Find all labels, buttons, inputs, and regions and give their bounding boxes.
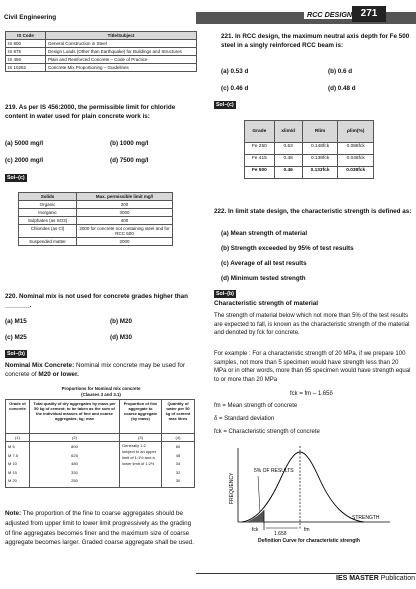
table-row: Fe 415 0.48 0.138fck 0.048fck [245, 155, 374, 167]
solution-badge: Sol–(c) [7, 175, 25, 181]
table-row: M 5 M 7.5 M 10 M 15 M 20 800 625 480 330 250 Generally 1:2 subject to an upper limit of 1:1½ and a lower limit of 1:2½ 60 45 34 32 30 [6, 442, 195, 488]
footer-rule [196, 573, 416, 574]
table-row: Suspended matter 2000 [19, 238, 173, 246]
solids-table [18, 192, 173, 246]
results-note: 5% OF RESULTS [254, 468, 294, 474]
option-a: (a) Mean strength of material [221, 230, 308, 237]
option-c: (c) 0.46 d [221, 85, 249, 92]
table-row: Fe 250 0.53 0.148fck 0.088fck [245, 143, 374, 155]
question-221: 221. In RCC design, the maximum neutral axis depth for Fe 500 steel in a singly reinforced RCC beam is: [221, 33, 410, 49]
table-row: Sulphates (as SO3) 400 [19, 217, 173, 225]
normal-curve [242, 452, 364, 522]
curve-caption: Definition Curve for characteristic strength [258, 538, 360, 544]
solution-badge: Sol–(b) [7, 351, 25, 357]
mix-table-subcaption: (Clauses 3 and 3.1) [81, 392, 121, 397]
results-pointer [258, 476, 260, 512]
section-heading: Characteristic strength of material [214, 300, 319, 307]
note-paragraph: Note: The proportion of the fine to coarse aggregates should be adjusted from upper limit to lower limit progressively as the grading of fine aggregates becomes finer and the maximum size of coarse aggregate becomes larger. Graded coarse aggregate shall be used. [5, 510, 195, 547]
mix-table-caption: Proportions for Nominal mix concrete [61, 386, 141, 391]
table-row: Inorganic 3000 [19, 209, 173, 217]
option-c: (c) Average of all test results [221, 260, 307, 267]
page-number: 271 [352, 6, 386, 22]
characteristic-strength-curve [224, 440, 394, 536]
fck-label: fck [252, 527, 259, 533]
table-row: IS 875 Design Loads (Other than Earthquake) for Buildings and Structures [6, 48, 197, 56]
example-paragraph: For example : For a characteristic strength of 20 MPa, if we prepare 100 samples, not more than 5 specimen would have strength less than 20 MPa or in other words, more than 95 specimen would have strength equal to or more than 20 MPa [214, 351, 411, 383]
option-c: (c) 2000 mg/l [5, 157, 44, 164]
question-219: 219. As per IS 456:2000, the permissible limit for chloride content in water used for plain concrete work is: [5, 104, 176, 120]
table-header: Solids [19, 193, 77, 201]
x-axis-label: STRENGTH [352, 515, 380, 521]
option-d: (d) 0.48 d [328, 85, 356, 92]
option-b: (b) M20 [110, 318, 133, 325]
delta-label: 1.65δ [274, 531, 287, 536]
fm-label: fm [304, 527, 310, 533]
option-d: (d) Minimum tested strength [221, 275, 306, 282]
running-header-chapter: RCC DESIGN [304, 10, 355, 19]
publisher-footer: IES MASTER Publication [336, 575, 415, 582]
table-row: Organic 200 [19, 201, 173, 209]
grade-table: Grade xlim/d Rlim ρlim(%) Fe 250 0.53 0.148fck 0.088fck Fe 415 0.48 0.138fck 0.048fck Fe 500 0.46 0.133fck 0.038fck [244, 120, 374, 179]
definition-delta: δ = Standard deviation [214, 416, 275, 422]
question-220: 220. Nominal mix is not used for concrete grades higher than _______. [5, 293, 189, 309]
solution-badge: Sol–(b) [216, 291, 234, 297]
table-header: Title/Subject [46, 32, 197, 40]
table-row: IS 10262 Concrete Mix Proportioning – Guidelines [6, 64, 197, 72]
is-code-table [5, 31, 197, 72]
option-a: (a) 5000 mg/l [5, 140, 44, 147]
table-row: Fe 500 0.46 0.133fck 0.038fck [245, 167, 374, 179]
table-row: IS 800 General Construction in Steel [6, 40, 197, 48]
option-c: (c) M25 [5, 334, 27, 341]
definition-fm: fm = Mean strength of concrete [214, 403, 298, 409]
mix-table: Grade of concrete Total quality of dry aggregates by mass per 50 kg of cement; to be taken as the sum of the individual masses of fine and coarse aggregates; kg; max Proportion of fine aggregate to coarse aggregate (by mass) Quantity of water per 50 kg of cement max litres (1) (2) (3) (4) M 5 M 7.5 M 10 M 15 M 20 800 625 480 330 250 Generally 1:2 subject to an upper limit of 1:1½ and a lower limit of 1:2½ 60 45 34 32 30 [5, 399, 195, 488]
y-axis-label: FREQUENCY [229, 472, 235, 504]
option-b: (b) 0.6 d [328, 68, 353, 75]
table-row: IS 456 Plain and Reinforced Concrete – Code of Practice [6, 56, 197, 64]
solution-badge: Sol–(c) [216, 102, 234, 108]
option-a: (a) M15 [5, 318, 27, 325]
table-header: IS Code [6, 32, 46, 40]
formula: fck = fm – 1.65δ [290, 391, 333, 397]
option-b: (b) Strength exceeded by 95% of test results [221, 245, 354, 252]
option-d: (d) 7500 mg/l [110, 157, 149, 164]
option-b: (b) 1000 mg/l [110, 140, 149, 147]
option-a: (a) 0.53 d [221, 68, 249, 75]
definition-fck: fck = Characteristic strength of concrete [214, 429, 320, 435]
definition-paragraph: The strength of material below which not more than 5% of the test results are expected to fall, is known as the characteristic strength of the material and denoted by fck for concrete. [214, 313, 410, 337]
running-header-subject: Civil Engineering [4, 14, 57, 21]
answer-220: Nominal Mix Concrete: Nominal mix concrete may be used for concrete of M20 or lower. [5, 362, 186, 378]
table-row: Chlorides (as Cl) 2000 for concrete not containing steel and for RCC 500 [19, 225, 173, 238]
question-222: 222. In limit state design, the characteristic strength is defined as: [214, 208, 412, 215]
option-d: (d) M30 [110, 334, 133, 341]
table-header: Max. permissible limit mg// [77, 193, 173, 201]
